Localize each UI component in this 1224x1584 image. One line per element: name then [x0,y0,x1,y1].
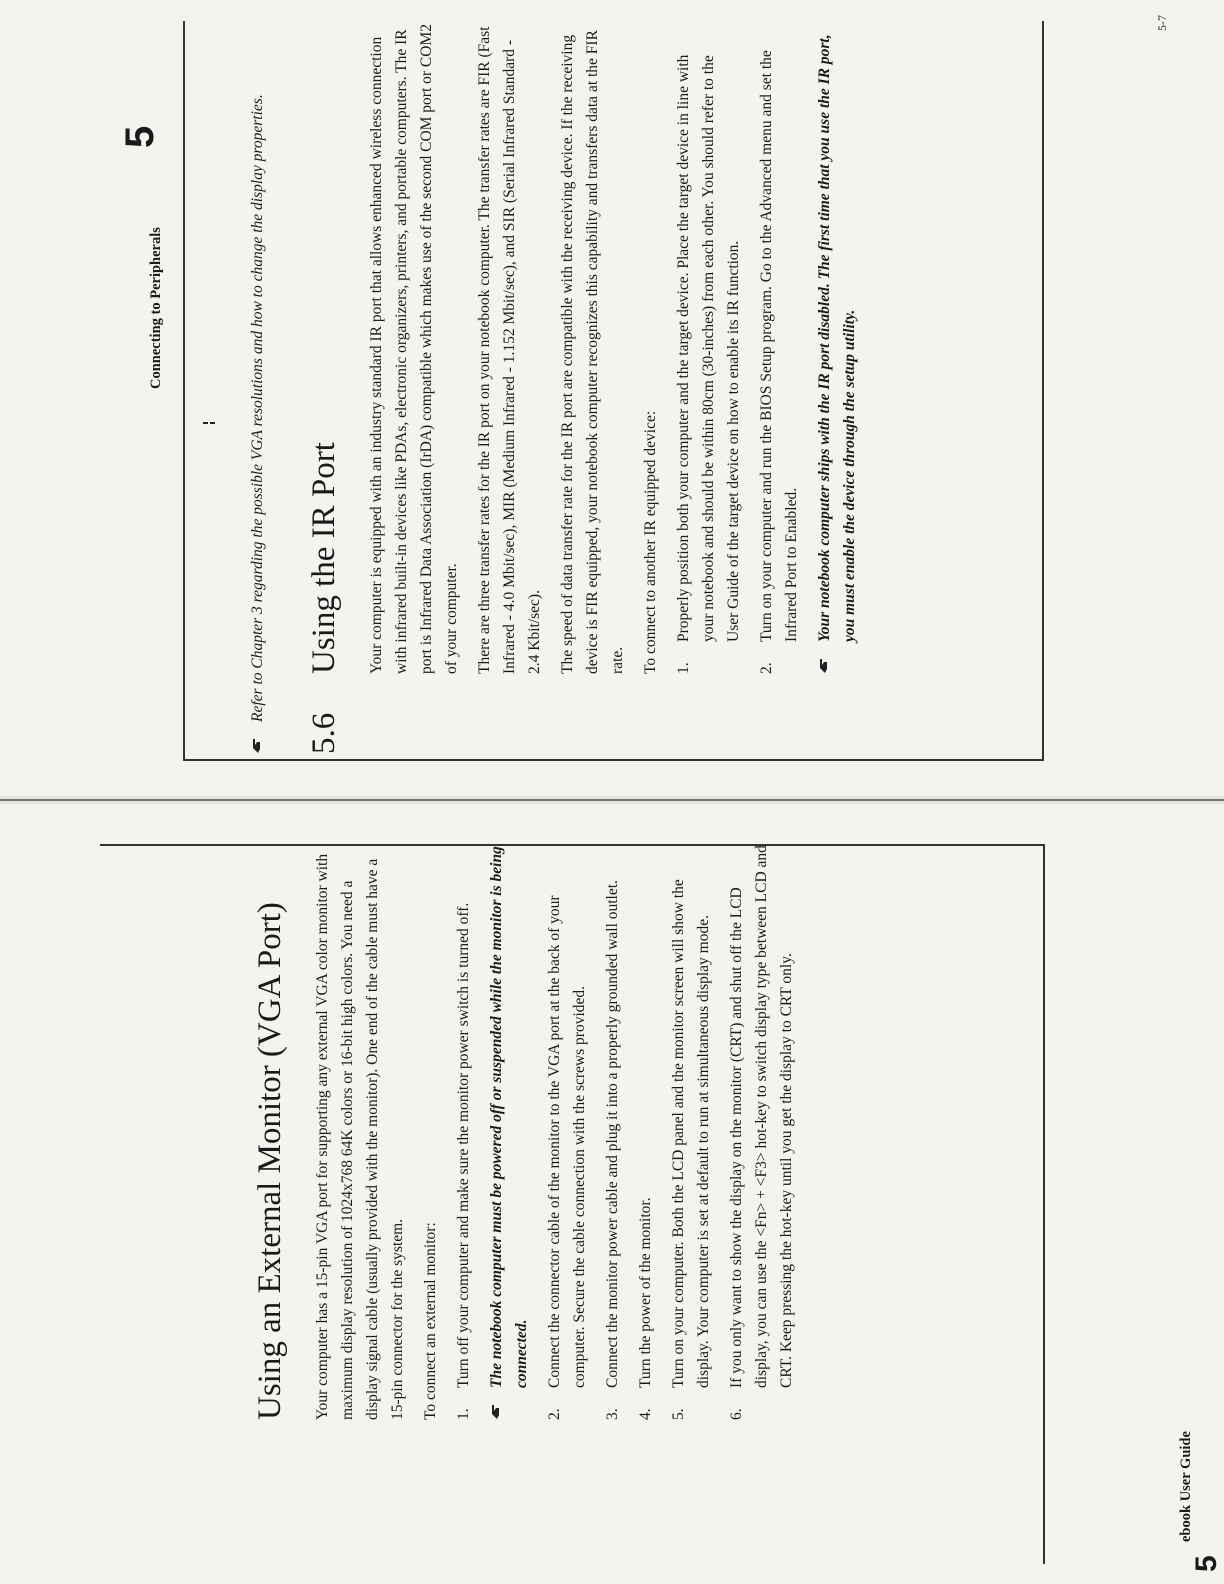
pointing-hand-icon [249,734,263,754]
note-text: The notebook computer must be powered off or suspended while the monitor is being connected. [488,846,530,1388]
section-number: 5.6 [306,712,342,754]
right-edge-rule [185,760,1042,762]
ir-paragraph: There are three transfer rates for the IR port on your notebook computer. The transfer rates are FIR (Fast Infrared - 4.0 Mbit/sec), MIR (Medium Infrared - 1.152 Mbit/sec), and SIR (Serial Infrared Standard - 2.4 Kbit/sec). [476,26,543,674]
vga-step [633,845,658,1420]
pointing-hand-icon [816,654,830,674]
step-text: Turn on your computer and run the BIOS Setup program. Go to the Advanced menu and set the Infrared Port to Enabled. [758,50,800,642]
step-text: Turn off your computer and make sure the monitor power switch is turned off. [455,902,472,1388]
left-running-header: ebook User Guide [1178,1431,1194,1542]
step-number: 2. [546,1408,563,1420]
vga-step [600,845,625,1420]
top-note [245,24,270,754]
ir-paragraph: Your computer is equipped with an industry standard IR port that allows enhanced wireless connection with infrared built-in devices like PDAs, electronic organizers, printers, and portable computers. The IR port is Infrared Data Association (IrDA) compatible which makes use of the second COM port or COM2 of your computer. [368,24,460,674]
step-number: 1. [675,662,692,674]
section-title: Using the IR Port [306,442,342,674]
scan-mark [210,422,215,424]
right-running-header: Connecting to Peripherals [148,227,164,389]
section-heading-ir [302,24,346,754]
right-footer-rule [1042,21,1044,761]
vga-step [724,845,799,1420]
left-footer-rule [1043,844,1045,1564]
note-text: Refer to Chapter 3 regarding the possible VGA resolutions and how to change the display properties. [249,94,266,722]
step-text: Turn on your computer. Both the LCD panel and the monitor screen will show the display. Your computer is set at default to run at simultaneous display mode. [670,879,712,1388]
vga-lead-in: To connect an external monitor: [422,1222,439,1420]
scan-mark [203,422,208,424]
step-number: 2. [758,662,775,674]
note-text: Your notebook computer ships with the IR port disabled. The first time that you use the IR port, you must enable the device through the setup utility. [816,34,858,642]
left-body [248,845,807,1420]
vga-note [484,845,534,1420]
right-body [245,24,870,754]
bottom-note [812,24,862,674]
ir-paragraph: The speed of data transfer rate for the IR port are compatible with the receiving device. If the receiving device is FIR equipped, your notebook computer recognizes this capability and transfers data at the FIR rate. [559,30,626,674]
ir-body [364,24,862,754]
step-text: Properly position both your computer and the target device. Place the target device in line with your notebook and should be within 80cm (30-inches) from each other. You should refer to the User Guide of the target device on how to enable its IR function. [675,54,742,642]
right-chapter-number: 5 [118,125,162,148]
pointing-hand-icon [488,1400,502,1420]
vga-step [666,845,716,1420]
step-number: 6. [728,1408,745,1420]
vga-intro-paragraph: Your computer has a 15-pin VGA port for supporting any external VGA color monitor with maximum display resolution of 1024x768 64K colors or 16-bit high colors. You need a display signal cable (usually provided with the monitor). One end of the cable must have a 15-pin connector for the system. [314,853,406,1420]
vga-step [451,845,476,1420]
right-header-rule [183,21,185,761]
left-chapter-number: 5 [1190,1555,1223,1572]
page-number: 5-7 [1155,15,1169,31]
ir-step [671,24,746,674]
step-text: Connect the monitor power cable and plug it into a properly grounded wall outlet. [604,880,621,1388]
section-title-vga: Using an External Monitor (VGA Port) [252,902,288,1420]
step-text: Connect the connector cable of the monitor to the VGA port at the back of your computer. Secure the cable connection with the screws provided. [546,895,588,1388]
step-number: 4. [637,1408,654,1420]
step-number: 1. [455,1408,472,1420]
step-number: 5. [670,1408,687,1420]
step-text: Turn the power of the monitor. [637,1197,654,1388]
step-text: If you only want to show the display on the monitor (CRT) and shut off the LCD display, you can use the <Fn> + <F3> hot-key to switch display type between LCD and CRT. Keep pressing the hot-key until you get the display to CRT only. [728,845,795,1388]
ir-lead-in: To connect to another IR equipped device: [642,410,659,674]
vga-step [542,845,592,1420]
ir-step [754,24,804,674]
left-page [0,819,1224,1584]
step-number: 3. [604,1408,621,1420]
